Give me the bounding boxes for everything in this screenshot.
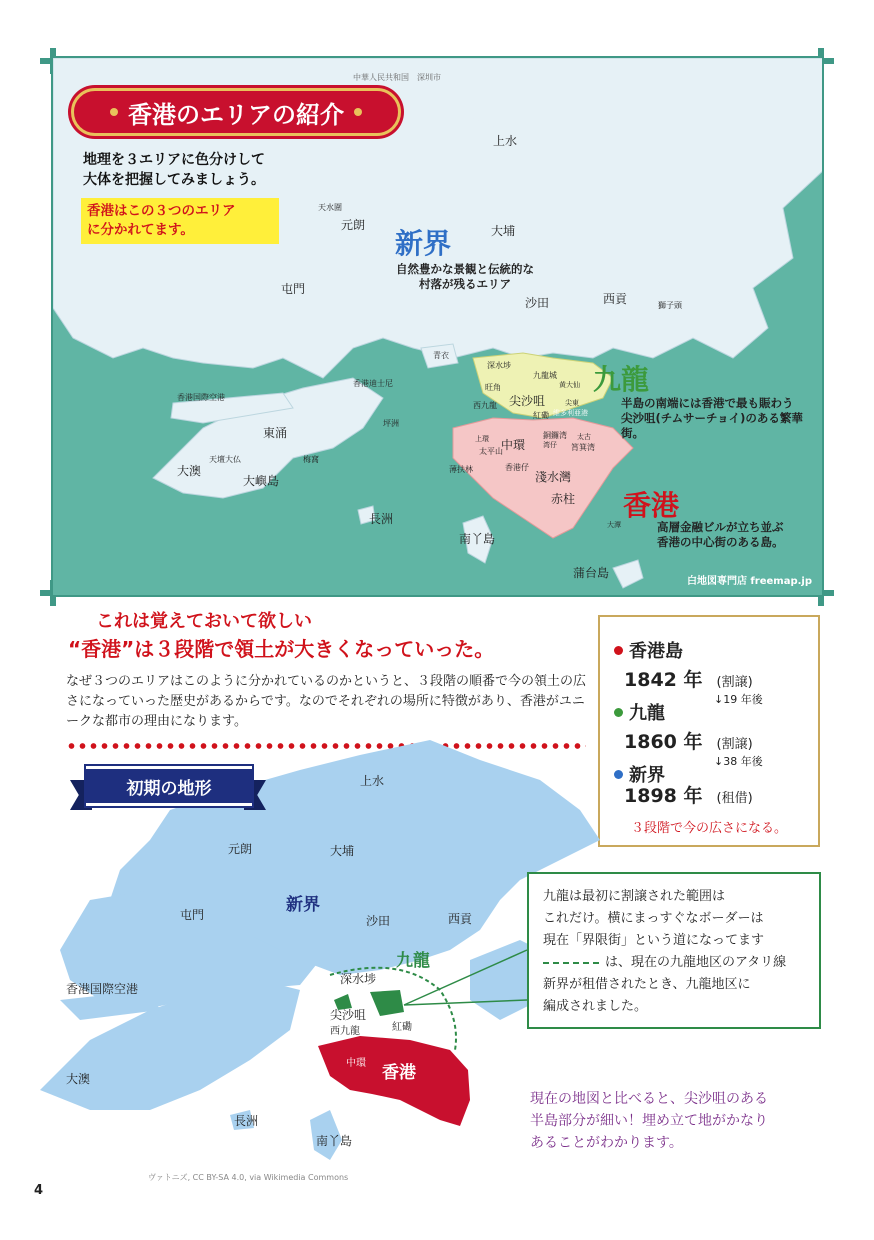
note-line: これだけ。横にまっすぐなボーダーは — [543, 911, 764, 926]
note-line: に分かれてます。 — [87, 222, 194, 238]
place-label: 上水 — [493, 134, 518, 148]
desc-line: 自然豊かな景観と伝統的な — [396, 262, 534, 276]
place-label: 九龍城 — [533, 371, 557, 380]
timeline-gap: ↓38 年後 — [714, 755, 763, 768]
place-label: 沙田 — [366, 914, 391, 928]
place-label: 筲箕湾 — [571, 443, 595, 452]
place-label: 南丫島 — [459, 532, 496, 546]
place-label: 香港仔 — [505, 463, 529, 472]
place-label: 中環 — [501, 438, 526, 452]
area-label: 九龍 — [396, 951, 430, 971]
early-kowloon-area — [370, 990, 404, 1016]
note-line: 香港はこの３つのエリア — [87, 203, 236, 219]
place-label: 上環 — [475, 435, 489, 443]
dashed-line-icon — [543, 962, 599, 964]
place-label: 深水埗 — [487, 361, 511, 370]
desc-line: 半島の南端には香港で最も賑わう — [621, 396, 794, 410]
place-label: 深水埗 — [340, 972, 377, 986]
place-label: 香港国際空港 — [66, 982, 139, 996]
place-label: 維多利亜港 — [553, 409, 588, 417]
place-label: 元朗 — [228, 842, 253, 856]
timeline-name: 新界 — [629, 765, 665, 786]
place-label: 天壇大仏 — [209, 455, 241, 464]
note-line: 九龍は最初に割譲された範囲は — [543, 889, 726, 904]
place-label: 大澳 — [66, 1072, 91, 1086]
place-label: 沙田 — [525, 296, 550, 310]
place-label: 西貢 — [603, 292, 628, 306]
place-label: 青衣 — [433, 351, 449, 360]
timeline-footer: ３段階で今の広さになる。 — [630, 821, 787, 836]
area-name-hong-kong: 香港 — [623, 489, 680, 522]
place-label: 銅鑼湾 — [543, 431, 567, 440]
place-label: 獅子頭 — [658, 301, 682, 310]
section-heading: これは覚えておいて欲しい — [96, 611, 312, 632]
section-subheading: “香港”は３段階で領土が大きくなっていった。 — [68, 637, 495, 661]
place-label: 大潭 — [607, 521, 621, 529]
page-number: 4 — [34, 1183, 44, 1198]
note-text: は、現在の九龍地区のアタリ線 — [605, 955, 787, 970]
place-label: 太平山 — [479, 447, 503, 456]
place-label: 西貢 — [448, 912, 473, 926]
place-label: 紅磡 — [392, 1022, 412, 1033]
note-line: 現在の地図と比べると、尖沙咀のある — [530, 1091, 768, 1107]
place-label: 湾仔 — [543, 441, 557, 449]
year-value: 1842 年 — [624, 669, 703, 691]
place-label: 長洲 — [369, 512, 394, 526]
timeline-name: 香港島 — [629, 641, 683, 662]
intro-line: 地理を３エリアに色分けして — [83, 152, 265, 168]
place-label: 尖東 — [565, 399, 579, 407]
area-name-kowloon: 九龍 — [593, 363, 650, 396]
desc-line: 香港の中心街のある島。 — [657, 535, 784, 549]
place-label: 黄大仙 — [559, 381, 580, 389]
place-label: 尖沙咀 — [509, 394, 546, 408]
place-label: 大澳 — [177, 464, 202, 478]
note-line — [543, 952, 805, 974]
place-label: 梅窩 — [303, 455, 319, 464]
year-note: (割譲) — [716, 675, 753, 690]
place-label: 大埔 — [330, 844, 355, 858]
note-line: あることがわかります。 — [530, 1135, 683, 1151]
desc-line: 尖沙咀(チムサーチョイ)のある繁華街。 — [621, 411, 803, 440]
place-label: 屯門 — [180, 908, 205, 922]
timeline-gap: ↓19 年後 — [714, 693, 763, 706]
year-note: (租借) — [716, 791, 753, 806]
place-label: 中環 — [346, 1058, 366, 1069]
place-label: 香港国際空港 — [177, 393, 225, 402]
place-label: 紅磡 — [533, 411, 549, 420]
note-line: 半島部分が細い！埋め立て地がかなり — [530, 1113, 768, 1129]
place-label: 赤柱 — [551, 492, 576, 506]
year-value: 1898 年 — [624, 785, 703, 807]
place-label: 東涌 — [263, 426, 288, 440]
image-credit: ヴァトニズ, CC BY-SA 4.0, via Wikimedia Commons — [148, 1173, 349, 1182]
early-terrain-banner — [70, 766, 266, 816]
place-label: 南丫島 — [316, 1134, 353, 1148]
border-label: 中華人民共和国 深圳市 — [353, 73, 441, 82]
place-label: 香港迪士尼 — [353, 379, 393, 388]
timeline-name: 九龍 — [629, 703, 665, 724]
place-label: 太古 — [577, 433, 591, 441]
intro-line: 大体を把握してみましょう。 — [83, 172, 265, 188]
year-value: 1860 年 — [624, 731, 703, 753]
desc-line: 村落が残るエリア — [419, 277, 511, 291]
place-label: 尖沙咀 — [330, 1008, 367, 1022]
place-label: 旺角 — [485, 383, 501, 392]
banner-label: 初期の地形 — [86, 766, 252, 806]
note-line: 現在「界限街」という道になってます — [543, 933, 765, 948]
note-line: 新界が租借されたとき、九龍地区に — [543, 977, 751, 992]
map-credit: 白地図専門店 freemap.jp — [686, 576, 812, 587]
history-text: なぜ３つのエリアはこのように分かれているのかというと、３段階の順番で今の領土の広さになっていった歴史があるからです。なのでそれぞれの場所に特徴があり、香港がユニークな都市の理由になります。 — [66, 674, 587, 729]
area-label: 新界 — [286, 895, 320, 915]
place-label: 淺水灣 — [535, 470, 572, 484]
place-label: 天水圍 — [318, 203, 342, 212]
area-name-new-territories: 新界 — [395, 227, 452, 260]
map-title: 香港のエリアの紹介 — [128, 100, 344, 129]
place-label: 薄扶林 — [449, 465, 473, 474]
place-label: 大嶼島 — [243, 474, 280, 488]
place-label: 坪洲 — [383, 419, 399, 428]
place-label: 西九龍 — [473, 401, 497, 410]
place-label: 蒲台島 — [573, 566, 610, 580]
place-label: 上水 — [360, 774, 385, 788]
area-label: 香港 — [382, 1063, 416, 1083]
place-label: 大埔 — [491, 224, 516, 238]
place-label: 長洲 — [234, 1114, 259, 1128]
place-label: 西九龍 — [330, 1026, 360, 1037]
year-note: (割譲) — [716, 737, 753, 752]
place-label: 屯門 — [281, 282, 306, 296]
comparison-note — [530, 1088, 768, 1154]
note-line: 編成されました。 — [543, 999, 648, 1014]
kowloon-explanation — [527, 872, 821, 1029]
place-label: 元朗 — [341, 218, 366, 232]
desc-line: 高層金融ビルが立ち並ぶ — [657, 520, 784, 534]
